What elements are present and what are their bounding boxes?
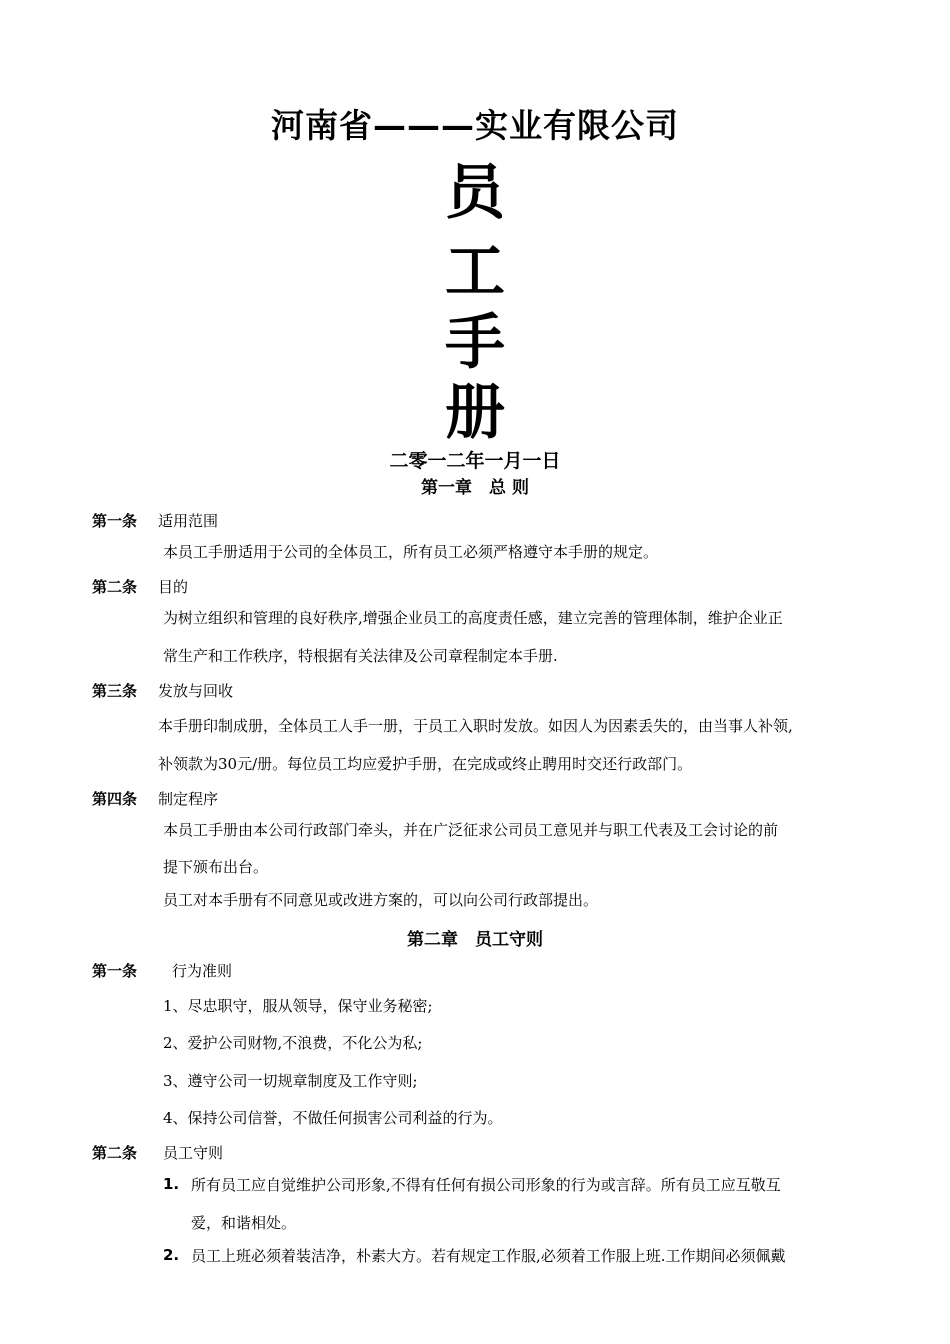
- paragraph-line: 本员工手册适用于公司的全体员工，所有员工必须严格遵守本手册的规定。: [163, 543, 659, 561]
- chapter-2-heading: 第二章 员工守则: [407, 930, 543, 950]
- title-char-3: 手: [445, 308, 505, 378]
- article-label: 第三条: [92, 682, 138, 700]
- paragraph-line: 本手册印制成册，全体员工人手一册，于员工入职时发放。如因人为因素丢失的，由当事人补领,: [158, 717, 793, 735]
- list-item-line: 员工上班必须着装洁净，朴素大方。若有规定工作服,必须着工作服上班.工作期间必须佩戴: [191, 1247, 786, 1265]
- paragraph-line: 员工对本手册有不同意见或改进方案的，可以向公司行政部提出。: [163, 891, 599, 909]
- list-item: 4、保持公司信誉，不做任何损害公司利益的行为。: [163, 1109, 503, 1127]
- company-name: 河南省———实业有限公司: [271, 106, 679, 145]
- paragraph-line: 补领款为30元/册。每位员工均应爱护手册，在完成或终止聘用时交还行政部门。: [158, 755, 693, 773]
- paragraph-line: 提下颁布出台。: [163, 858, 269, 876]
- title-char-4: 册: [445, 378, 505, 448]
- list-item: 2、爱护公司财物,不浪费，不化公为私;: [163, 1034, 423, 1052]
- article-label: 第一条: [92, 962, 138, 980]
- article-label: 第一条: [92, 512, 138, 530]
- article-label: 第二条: [92, 1144, 138, 1162]
- list-number: 1.: [163, 1175, 180, 1193]
- article-label: 第二条: [92, 578, 138, 596]
- title-char-1: 员: [445, 158, 505, 228]
- article-title: 适用范围: [158, 512, 219, 530]
- list-item-line: 所有员工应自觉维护公司形象,不得有任何有损公司形象的行为或言辞。所有员工应互敬互: [191, 1176, 781, 1194]
- article-title: 发放与回收: [158, 682, 234, 700]
- list-item-line: 爱，和谐相处。: [191, 1214, 297, 1232]
- list-item: 1、尽忠职守，服从领导，保守业务秘密;: [163, 997, 433, 1015]
- article-title: 目的: [158, 578, 189, 596]
- article-label: 第四条: [92, 790, 138, 808]
- paragraph-line: 常生产和工作秩序，特根据有关法律及公司章程制定本手册.: [163, 647, 558, 665]
- article-title: 员工守则: [163, 1144, 224, 1162]
- list-item: 3、遵守公司一切规章制度及工作守则;: [163, 1072, 418, 1090]
- article-title: 制定程序: [158, 790, 219, 808]
- paragraph-line: 为树立组织和管理的良好秩序,增强企业员工的高度责任感，建立完善的管理体制，维护企业正: [163, 609, 783, 627]
- paragraph-line: 本员工手册由本公司行政部门牵头，并在广泛征求公司员工意见并与职工代表及工会讨论的前: [163, 821, 779, 839]
- title-char-2: 工: [445, 237, 505, 307]
- article-title: 行为准则: [172, 962, 233, 980]
- list-number: 2.: [163, 1246, 180, 1264]
- issue-date: 二零一二年一月一日: [389, 450, 561, 472]
- chapter-1-heading: 第一章 总 则: [421, 478, 529, 498]
